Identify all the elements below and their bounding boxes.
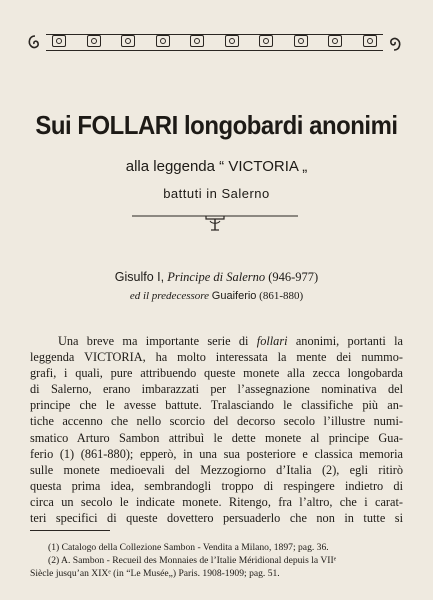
ornament-tile — [363, 35, 377, 47]
ornament-tile — [225, 35, 239, 47]
footnote-2: (2) A. Sambon - Recueil des Monnaies de l’Italie Méridional depuis la VIIᵉ — [48, 555, 337, 566]
body-line: tiche accenno che nello scorcio del decorso secolo l’illustre numi- — [30, 414, 403, 429]
body-line: smatico Arturo Sambon attribuì le dette monete al principe Gua- — [30, 430, 403, 445]
section-subheading — [0, 290, 433, 302]
footnotes — [30, 541, 403, 580]
body-line: principe che le avesse battute. Tralasciando le classifiche più an- — [30, 398, 403, 413]
body-paragraph — [30, 333, 403, 526]
body-line: sulle monete medioevali del Mezzogiorno d’Italia (2), egli ritirò — [30, 462, 403, 477]
article-subtitle: alla leggenda “ VICTORIA „ — [125, 158, 308, 175]
ornament-tile — [294, 35, 308, 47]
subheading-dates: (861-880) — [259, 290, 304, 302]
ornament-tile — [121, 35, 135, 47]
heading-dates: (946-977) — [268, 270, 319, 284]
title-divider — [132, 212, 298, 234]
body-line: grafi, i quali, pure attribuendo queste monete alla zecca longobarda — [30, 366, 403, 381]
ornament-tile — [190, 35, 204, 47]
heading-role: Principe di Salerno — [167, 270, 266, 284]
section-heading — [0, 270, 433, 285]
article-subtitle-location: battuti in Salerno — [163, 186, 270, 201]
ornament-tile — [156, 35, 170, 47]
ornament-band — [52, 34, 377, 48]
body-line: ferio (1) (861-880); epperò, in una sua posteriore e classica memoria — [30, 446, 403, 461]
body-line: questa prima idea, sembrandogli troppo di respingere indietro di — [30, 478, 403, 493]
ornament-left-curl — [26, 34, 44, 52]
footnote-2-continued: Siècle jusqu’an XIXᵉ (in “Le Musée„) Paris. 1908-1909; pag. 51. — [30, 568, 280, 579]
ornament-tile — [259, 35, 273, 47]
ornament-tile — [52, 35, 66, 47]
ornament-bottom-rule — [46, 50, 383, 51]
ornament-right-curl — [385, 34, 403, 52]
subheading-name: Guaiferio — [211, 290, 257, 302]
heading-name: Gisulfo I, — [114, 270, 165, 284]
body-line: di Salerno, erano imbarazzati per l’assegnazione nominativa del — [30, 382, 403, 397]
ornament-tile — [87, 35, 101, 47]
subheading-prefix: ed il predecessore — [129, 290, 210, 302]
footnote-rule — [30, 530, 110, 531]
body-line: teri specifici di queste dovettero persuaderlo che non in tutte si — [30, 511, 403, 526]
body-line: Una breve ma importante serie di follari anonimi, portanti la — [58, 334, 403, 348]
body-line: leggenda VICTORIA, ha molto interessata la mente dei nummo- — [30, 350, 403, 365]
footnote-1: (1) Catalogo della Collezione Sambon - Vendita a Milano, 1897; pag. 36. — [48, 542, 329, 553]
ornament-tile — [328, 35, 342, 47]
body-line: circa un secolo le indicate monete. Ritengo, fra l’altro, che i carat- — [30, 494, 403, 509]
article-title: Sui FOLLARI longobardi anonimi — [35, 110, 398, 140]
